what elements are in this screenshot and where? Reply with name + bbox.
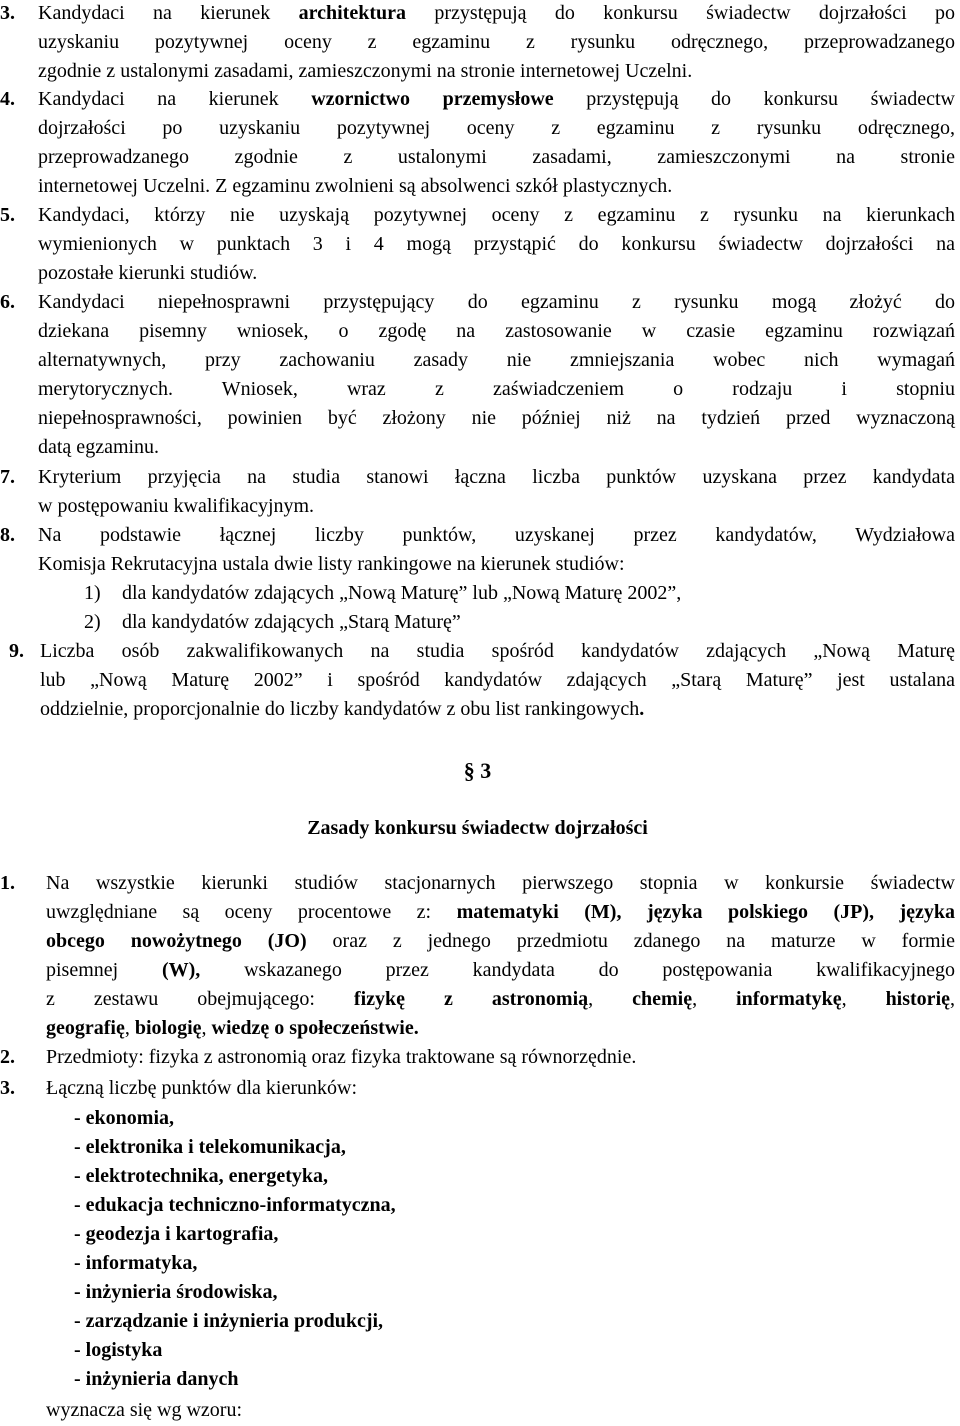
text-line [38,433,955,462]
text-run: lub „Nową Maturę 2002” i spośród kandydatów zdających „Starą Maturę” jest ustalana [40,669,955,691]
item-text [38,0,955,86]
item-number: 7. [0,466,15,488]
text-line [46,927,955,956]
text-line [38,201,955,230]
text-run: Kandydaci niepełnosprawni przystępujący do egzaminu z rysunku mogą złożyć do [38,291,955,313]
item-number: 3. [0,2,15,24]
kierunek-item: - inżynieria danych [74,1368,239,1390]
text-run: , [124,1017,135,1039]
text-line [38,259,955,288]
ranking-list-number: 1) [84,582,101,604]
item-text [46,1043,955,1072]
text-run: przystępują do konkursu świadectw [553,88,955,110]
text-line [38,0,955,28]
bold-text: historię [885,988,950,1010]
item-number: 6. [0,291,15,313]
text-line [38,375,955,404]
bold-text: informatykę [736,988,842,1010]
text-line [38,550,955,579]
item-number: 2. [0,1046,15,1068]
section-title: Zasady konkursu świadectw dojrzałości [307,817,648,839]
text-line [38,317,955,346]
text-line [46,1074,955,1103]
text-line [38,172,955,201]
text-line [38,404,955,433]
bold-text: wzornictwo przemysłowe [311,88,554,110]
list-item [0,201,955,288]
item-number: 8. [0,524,15,546]
text-run: Na podstawie łącznej liczby punktów, uzyskanej przez kandydatów, Wydziałowa [38,524,955,546]
text-run: oraz z jednego przedmiotu zdanego na maturze w formie [306,930,955,952]
text-run: merytorycznych. Wniosek, wraz z zaświadczeniem o rodzaju i stopniu [38,378,955,400]
text-run: , [588,988,633,1010]
list-item [0,1043,955,1072]
text-run: z zestawu obejmującego: [46,988,354,1010]
bold-text: (W), [161,959,201,981]
item-number: 3. [0,1077,15,1099]
text-line [46,898,955,927]
text-line [38,463,955,492]
text-run: przeprowadzanego zgodnie z ustalonymi zasadami, zamieszczonymi na stronie [38,146,955,168]
text-run: , [841,988,886,1010]
kierunek-item: - zarządzanie i inżynieria produkcji, [74,1310,384,1332]
item-number: 1. [0,872,15,894]
text-run: , [950,988,955,1010]
text-line [38,230,955,259]
text-run: oddzielnie, proporcjonalnie do liczby kandydatów z obu list rankingowych [40,698,640,720]
text-line [38,288,955,317]
item-number: 5. [0,204,15,226]
text-line [38,521,955,550]
bold-text: chemię [632,988,693,1010]
text-run: datą egzaminu. [38,436,160,458]
text-run: w postępowaniu kwalifikacyjnym. [38,495,315,517]
text-line [46,1014,955,1043]
list-item [0,85,955,201]
bold-text: fizykę z astronomią [353,988,589,1010]
kierunek-item: - informatyka, [74,1252,198,1274]
text-line [38,492,955,521]
item-text [46,1074,955,1103]
item-text [46,869,955,1043]
bold-text: obcego nowożytnego (JO) [46,930,307,952]
list-item [0,521,955,579]
section-symbol: § 3 [463,758,492,783]
item-number: 9. [9,640,24,662]
text-line [40,695,955,724]
bold-text: . [639,698,645,720]
text-run: Kryterium przyjęcia na studia stanowi łączna liczba punktów uzyskana przez kandydata [38,466,955,488]
kierunek-item: - ekonomia, [74,1107,174,1129]
bold-text: biologię [134,1017,202,1039]
kierunek-item: - logistyka [74,1339,163,1361]
kierunek-item: - elektronika i telekomunikacja, [74,1136,346,1158]
kierunek-item: - geodezja i kartografia, [74,1223,279,1245]
text-line [40,637,955,666]
text-line [38,28,955,57]
text-run: uzyskaniu pozytywnej oceny z egzaminu z rysunku odręcznego, przeprowadzanego [38,31,955,53]
bold-text: matematyki (M), języka polskiego (JP), języka [456,901,956,923]
item-text [40,637,955,724]
text-run: , [692,988,737,1010]
text-run: Kandydaci na kierunek [38,88,312,110]
ranking-list-number: 2) [84,611,101,633]
ranking-list-text: dla kandydatów zdających „Nową Maturę” lub „Nową Maturę 2002”, [122,582,682,604]
formula-intro: wyznacza się wg wzoru: [46,1399,243,1421]
text-line [38,143,955,172]
text-run: dziekana pisemny wniosek, o zgodę na zastosowanie w czasie egzaminu rozwiązań [38,320,955,342]
text-run: wskazanego przez kandydata do postępowania kwalifikacyjnego [200,959,955,981]
list-item [0,637,955,724]
bold-text: wiedzę o społeczeństwie. [211,1017,419,1039]
text-run: pozostałe kierunki studiów. [38,262,258,284]
text-run: Liczba osób zakwalifikowanych na studia spośród kandydatów zdających „Nową Maturę [40,640,955,662]
item-text [38,463,955,521]
item-number: 4. [0,88,15,110]
text-line [38,114,955,143]
text-line [40,666,955,695]
text-line [46,1043,955,1072]
text-run: niepełnosprawności, powinien być złożony nie później niż na tydzień przed wyznaczoną [38,407,955,429]
text-run: Kandydaci na kierunek [38,2,299,24]
item-text [38,521,955,579]
ranking-list-item [84,608,461,637]
text-run: , [201,1017,212,1039]
list-item [0,463,955,521]
text-run: pisemnej [46,959,162,981]
text-line [38,85,955,114]
list-item [0,288,955,462]
text-run: zgodnie z ustalonymi zasadami, zamieszczonymi na stronie internetowej Uczelni. [38,60,693,82]
list-item [0,869,955,1043]
item-text [38,201,955,288]
item-text [38,288,955,462]
text-run: Kandydaci, którzy nie uzyskają pozytywnej oceny z egzaminu z rysunku na kierunkach [38,204,955,226]
text-run: Przedmioty: fizyka z astronomią oraz fizyka traktowane są równorzędnie. [46,1046,637,1068]
text-run: przystępują do konkursu świadectw dojrzałości po [406,2,955,24]
text-run: dojrzałości po uzyskaniu pozytywnej oceny z egzaminu z rysunku odręcznego, [38,117,955,139]
ranking-list-item [84,579,681,608]
bold-text: architektura [298,2,406,24]
text-run: alternatywnych, przy zachowaniu zasady nie zmniejszania wobec nich wymagań [38,349,955,371]
list-item [0,1074,955,1103]
text-line [38,57,955,86]
kierunek-item: - inżynieria środowiska, [74,1281,278,1303]
ranking-list-text: dla kandydatów zdających „Starą Maturę” [122,611,461,633]
text-line [46,869,955,898]
text-run: uwzględniane są oceny procentowe z: [46,901,457,923]
kierunek-item: - elektrotechnika, energetyka, [74,1165,329,1187]
text-run: wymienionych w punktach 3 i 4 mogą przystąpić do konkursu świadectw dojrzałości na [38,233,955,255]
list-item [0,0,955,86]
text-run: Na wszystkie kierunki studiów stacjonarnych pierwszego stopnia w konkursie świadectw [46,872,955,894]
text-line [38,346,955,375]
kierunek-item: - edukacja techniczno-informatyczna, [74,1194,396,1216]
text-run: Komisja Rekrutacyjna ustala dwie listy rankingowe na kierunek studiów: [38,553,625,575]
text-run: internetowej Uczelni. Z egzaminu zwolnieni są absolwenci szkół plastycznych. [38,175,673,197]
text-line [46,985,955,1014]
item-text [38,85,955,201]
text-run: Łączną liczbę punktów dla kierunków: [46,1077,357,1099]
text-line [46,956,955,985]
bold-text: geografię [46,1017,125,1039]
